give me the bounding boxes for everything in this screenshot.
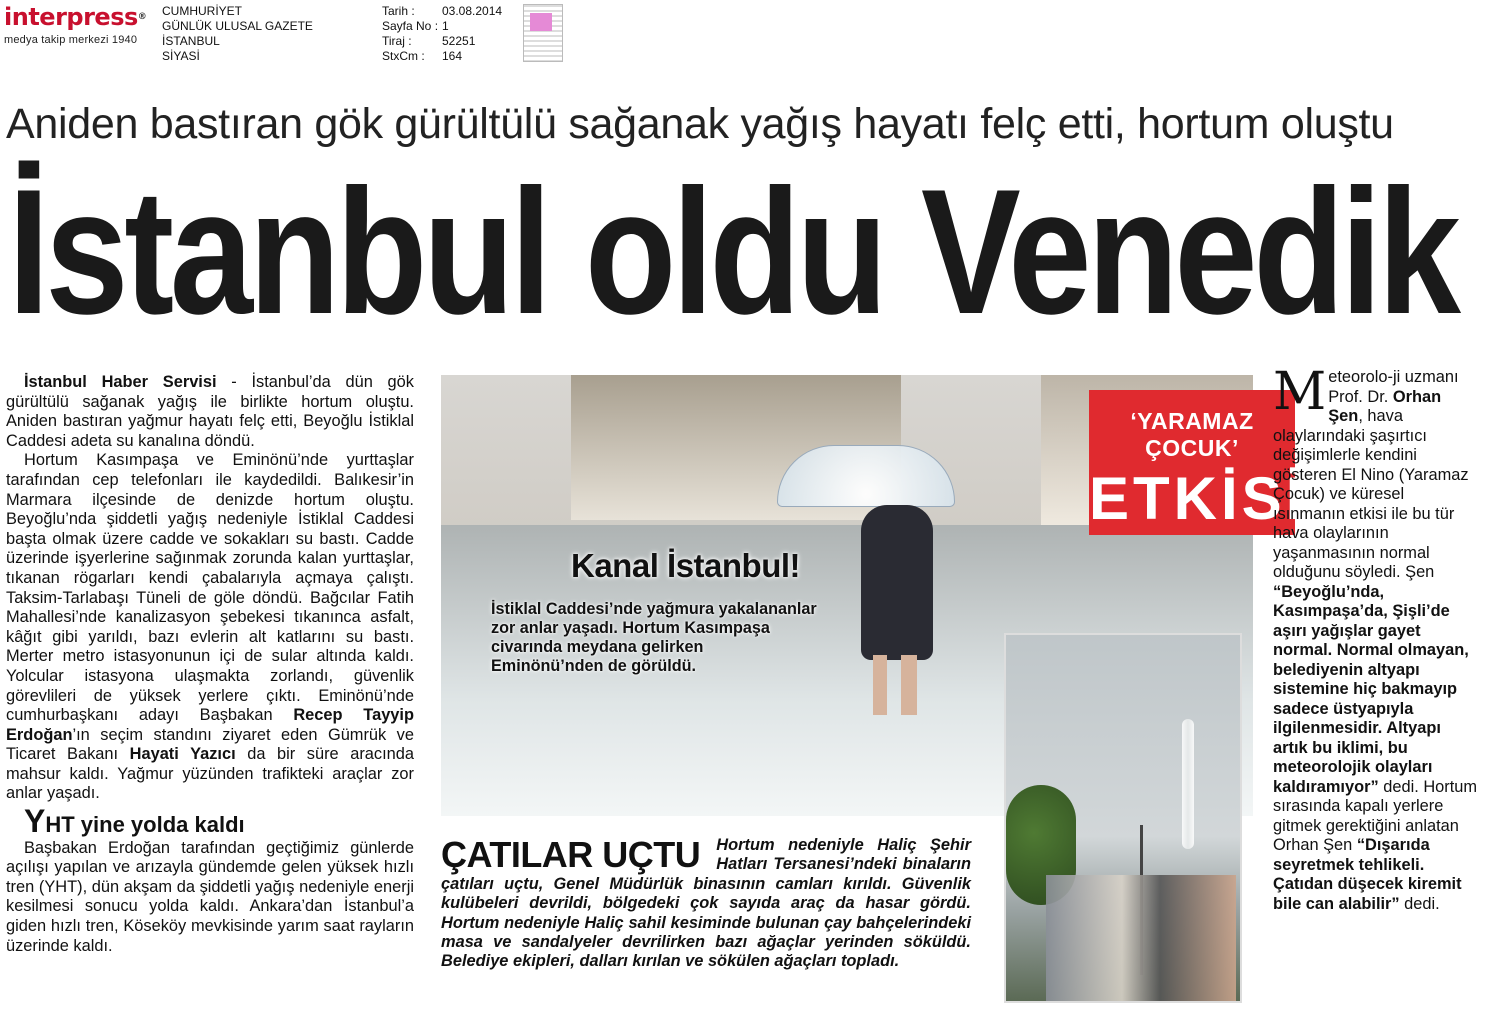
publication-section: SİYASİ	[162, 49, 200, 63]
headline: İstanbul oldu Venedik	[8, 152, 1457, 351]
left-column	[6, 373, 414, 956]
field-row: Sayfa No : 1	[382, 19, 449, 33]
logo-brand: interpress®	[4, 3, 147, 31]
legs-figure	[873, 655, 917, 715]
field-row: StxCm : 164	[382, 49, 463, 63]
publication-info	[162, 4, 313, 64]
interpress-logo	[4, 5, 152, 49]
catilar-text: Hortum nedeniyle Haliç Şehir Hatları Tersanesi’ndeki binaların çatıları uçtu, Genel Müdürlük binasının camları kırıldı. Güvenlik kulübeleri devrildi, bölgedeki çok sayıda araç da hasar gördü. Hortum nedeniyle Haliç sahil kesiminde bulunan çay bahçelerindeki masa ve sandalyeler devrilirken bazı ağaçlar yerinden söküldü. Belediye ekipleri, dalları kırılan ve sökülen ağaçları topladı.	[441, 836, 971, 971]
clipping-fields	[382, 4, 502, 64]
left-paragraph-1: İstanbul Haber Servisi - İstanbul’da dün gök gürültülü sağanak yağış ile birlikte hortum oluştu. Aniden bastıran yağmur hayatı felç etti, Beyoğlu İstiklal Caddesi adeta su kanalına döndü.	[6, 373, 414, 450]
publication-type: GÜNLÜK ULUSAL GAZETE	[162, 19, 313, 33]
page-thumbnail[interactable]	[523, 4, 563, 62]
byline: İstanbul Haber Servisi	[24, 373, 217, 391]
el-nino-box	[1089, 390, 1307, 535]
yht-subtitle: YHT yine yolda kaldı	[24, 803, 245, 840]
waterspout-shape	[1182, 719, 1194, 849]
subheadline: Aniden bastıran gök gürültülü sağanak yağış hayatı felç etti, hortum oluştu	[6, 100, 1394, 148]
yht-paragraph: Başbakan Erdoğan tarafından geçtiğimiz günlerde açılışı yapılan ve arızayla gündemde gelen yüksek hızlı tren (YHT), dün akşam da şiddetli yağış nedeniyle enerji kesilmesi sonucu yolda kaldı. Ankara’dan İstanbul’a giden hızlı tren, Köseköy mevkisinde yarım saat rayların üzerinde kaldı.	[6, 838, 414, 955]
catilar-title: ÇATILAR UÇTU	[441, 834, 701, 875]
left-paragraph-2: Hortum Kasımpaşa ve Eminönü’nde yurttaşlar tarafından cep telefonları ile kaydedildi. Balıkesir’in Marmara ilçesinde de denizde hortum oluştu. Beyoğlu’nda şiddetli yağış nedeniyle İstiklal Caddesi başta olmak üzere cadde ve sokakları su bastı. Cadde üzerinde işyerlerine sağınmak zorunda kalan yurttaşlar, tıkanan rögarları kendi çabalarıyla açmaya çalıştı. Taksim-Tarlabaşı Tüneli de göle döndü. Bağcılar Fatih Mahallesi’nde kanalizasyon şebekesi tıkanınca asfalt, kâğıt gibi yarıldı, bazı evlerin alt katlarını su bastı. Merter metro istasyonunun içi de sular altında kaldı. Yolcular istasyona ulaşmakta zorlandı, güvenlik görevlileri de yüksek yerlere çıktı. Eminönü’nde cumhurbaşkanı adayı Başbakan Recep Tayyip Erdoğan’ın seçim standını ziyaret eden Gümrük ve Ticaret Bakanı Hayati Yazıcı da bir süre aracında mahsur kaldı. Yağmur yüzünden trafikteki araçlar zor anlar yaşadı.	[6, 451, 414, 803]
field-row: Tiraj : 52251	[382, 34, 476, 48]
woman-figure	[861, 505, 933, 660]
photo-caption-title: Kanal İstanbul!	[571, 547, 801, 584]
logo-tagline: medya takip merkezi 1940	[4, 34, 138, 46]
publication-city: İSTANBUL	[162, 34, 220, 48]
box-line-2: ETKİSİ	[1089, 465, 1307, 532]
umbrella-shape	[777, 445, 955, 507]
drop-cap: M	[1273, 362, 1327, 422]
field-row: Tarih : 03.08.2014	[382, 4, 503, 18]
box-line-1: ‘YARAMAZ ÇOCUK’	[1130, 408, 1254, 461]
catilar-box	[441, 836, 971, 972]
right-column: Meteorolo-ji uzmanı Prof. Dr. Orhan Şen, hava olaylarındaki şaşırtıcı değişimlerle kendini gösteren El Nino (Yaramaz Çocuk) ve küresel ısınmanın etkisi ile bu tür hava olaylarının yaşanmasının normal olduğunu söyledi. Şen “Beyoğlu’nda, Kasımpaşa’da, Şişli’de aşırı yağışlar gayet normal. Normal olmayan, belediyenin altyapı sistemine hiç bakmayıp sadece üstyapıyla ilgilenmesidir. Altyapı artık bu iklimi, bu meteorolojik olayları kaldıramıyor” dedi. Hortum sırasında kapalı yerlere gitmek gerektiğini anlatan Orhan Şen “Dışarıda seyretmek tehlikeli. Çatıdan düşecek kiremit bile can alabilir” dedi.	[1273, 362, 1478, 913]
photo-caption-text: İstiklal Caddesi’nde yağmura yakalananlar zor anlar yaşadı. Hortum Kasımpaşa civarında meydana gelirken Eminönü’nden de görüldü.	[491, 600, 817, 675]
publication-name: CUMHURİYET	[162, 4, 242, 18]
crowd-shape	[1046, 875, 1236, 1003]
waterspout-photo	[1004, 633, 1242, 1003]
